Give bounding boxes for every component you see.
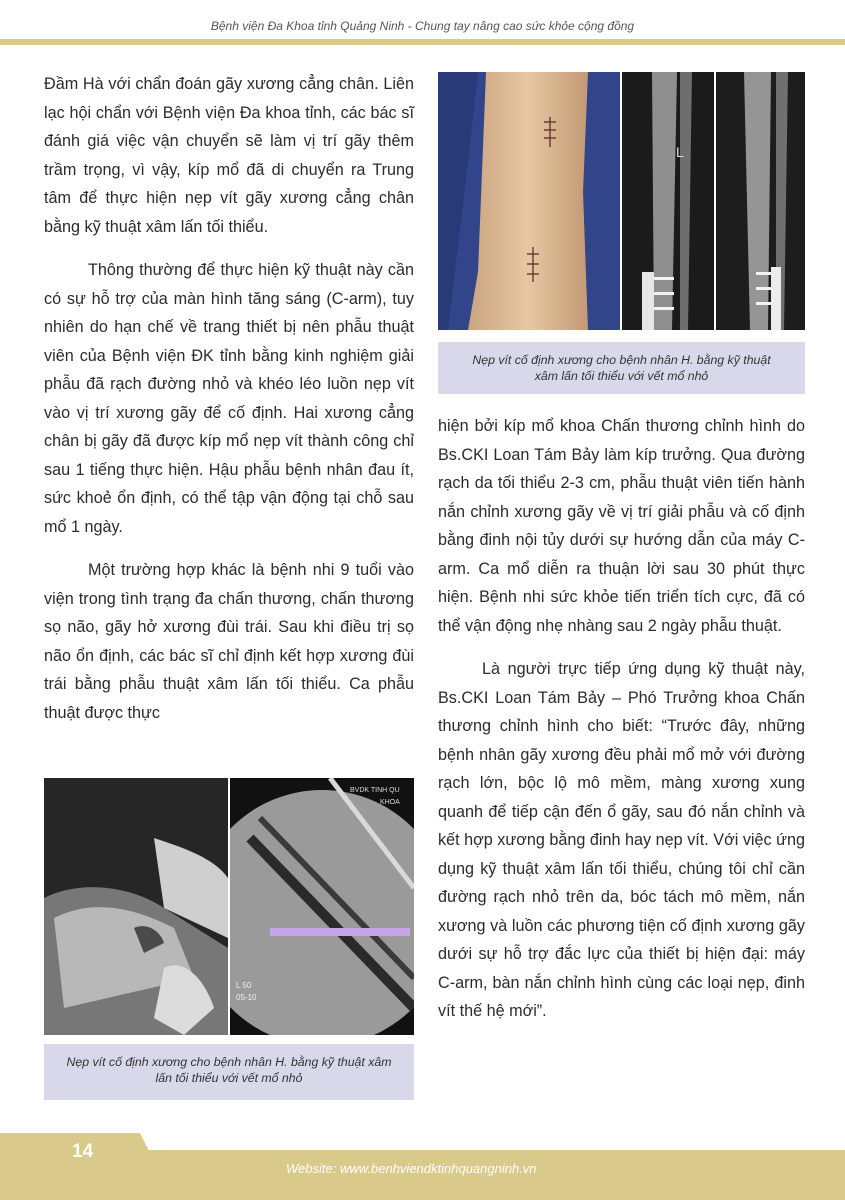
left-paragraph-1: Đầm Hà với chẩn đoán gãy xương cẳng chân. Liên lạc hội chẩn với Bệnh viện Đa khoa tỉnh, các bác sĩ đánh giá việc vận chuyển sẽ làm vị trí gãy thêm trầm trọng, vì vậy, kíp mổ đã di chuyển ra Trung tâm để thực hiện nẹp vít gãy xương cẳng chân bằng kỹ thuật xâm lấn tối thiểu. — [44, 75, 414, 236]
header-rule — [0, 39, 845, 45]
right-paragraph-2: Là người trực tiếp ứng dụng kỹ thuật này, Bs.CKI Loan Tám Bảy – Phó Trưởng khoa Chấn thương chỉnh hình cho biết: “Trước đây, những bệnh nhân gãy xương đều phải mổ mở với đường rạch lớn, bộc lộ mô mềm, màng xương xung quanh để tiếp cận đến ổ gãy, sau đó nắn chỉnh và kết hợp xương bằng đinh hay nẹp vít. Với việc ứng dụng kỹ thuật xâm lấn tối thiểu, chúng tôi chỉ cần đường rạch nhỏ trên da, bóc tách mô mềm, nắn xương và luồn các phương tiện cố định xương gãy dưới sự hỗ trợ đắc lực của thiết bị hiện đại: máy C-arm, bàn nắn chỉnh hình cùng các loại nẹp, đinh vít thế hệ mới”. — [438, 660, 805, 1020]
left-paragraph-2: Thông thường để thực hiện kỹ thuật này cần có sự hỗ trợ của màn hình tăng sáng (C-arm), tuy nhiên do hạn chế về trang thiết bị nên phẫu thuật viên của Bệnh viện ĐK tỉnh bằng kinh nghiệm giải phẫu đã rạch đường nhỏ và khéo léo luồn nẹp vít vào vị trí xương gãy để cố định. Hai xương cẳng chân bị gãy đã được kíp mổ nẹp vít thành công chỉ sau 1 tiếng thực hiện. Hậu phẫu bệnh nhân đau ít, sức khoẻ ổn định, có thể tập vận động tại chỗ sau mổ 1 ngày. — [44, 261, 414, 536]
page-header — [0, 0, 845, 44]
xray-image-2 — [716, 72, 805, 330]
monitor-text-2: KHOA — [380, 799, 400, 806]
xray-label: L — [676, 144, 684, 160]
left-column — [44, 70, 414, 742]
leg-surgery-photo — [438, 72, 620, 330]
surgery-hand-photo — [44, 778, 228, 1035]
footer-website: Website: www.benhviendktinhquangninh.vn — [286, 1161, 537, 1176]
c-arm-monitor-photo — [230, 778, 414, 1035]
xray-image-1 — [622, 72, 714, 330]
right-paragraph-1: hiện bởi kíp mổ khoa Chấn thương chỉnh hình do Bs.CKI Loan Tám Bảy làm kíp trưởng. Qua đường rạch da tối thiểu 2-3 cm, phẫu thuật viên tiến hành nắn chỉnh xương gãy về vị trí giải phẫu và cố định bằng đinh nội tủy dưới sự hướng dẫn của máy C-arm. Ca mổ diễn ra thuận lời sau 30 phút thực hiện. Bệnh nhi sức khỏe tiến triển tích cực, đã có thể vận động nhẹ nhàng sau 2 ngày phẫu thuật. — [438, 417, 805, 635]
monitor-text-3: L 50 — [236, 981, 252, 990]
left-paragraph-3: Một trường hợp khác là bệnh nhi 9 tuổi vào viện trong tình trạng đa chấn thương, chấn thương sọ não, gãy hở xương đùi trái. Sau khi điều trị sọ não ổn định, các bác sĩ chỉ định kết hợp xương đùi trái bằng phẫu thuật xâm lấn tối thiểu. Ca phẫu thuật được thực — [44, 561, 414, 722]
figure-caption-top: Nẹp vít cố định xương cho bệnh nhân H. bằng kỹ thuật xâm lấn tối thiểu với vết mổ nhỏ — [438, 342, 805, 394]
header-title: Bệnh viện Đa Khoa tỉnh Quảng Ninh - Chung tay nâng cao sức khỏe cộng đồng — [210, 19, 635, 33]
monitor-text-4: 05-10 — [236, 993, 257, 1002]
page-number: 14 — [72, 1141, 94, 1162]
right-column — [438, 412, 805, 1041]
monitor-text-1: BVDK TINH QU — [350, 787, 400, 794]
figure-caption-bottom: Nẹp vít cố định xương cho bệnh nhân H. bằng kỹ thuật xâm lấn tối thiểu với vết mổ nhỏ — [44, 1044, 414, 1100]
